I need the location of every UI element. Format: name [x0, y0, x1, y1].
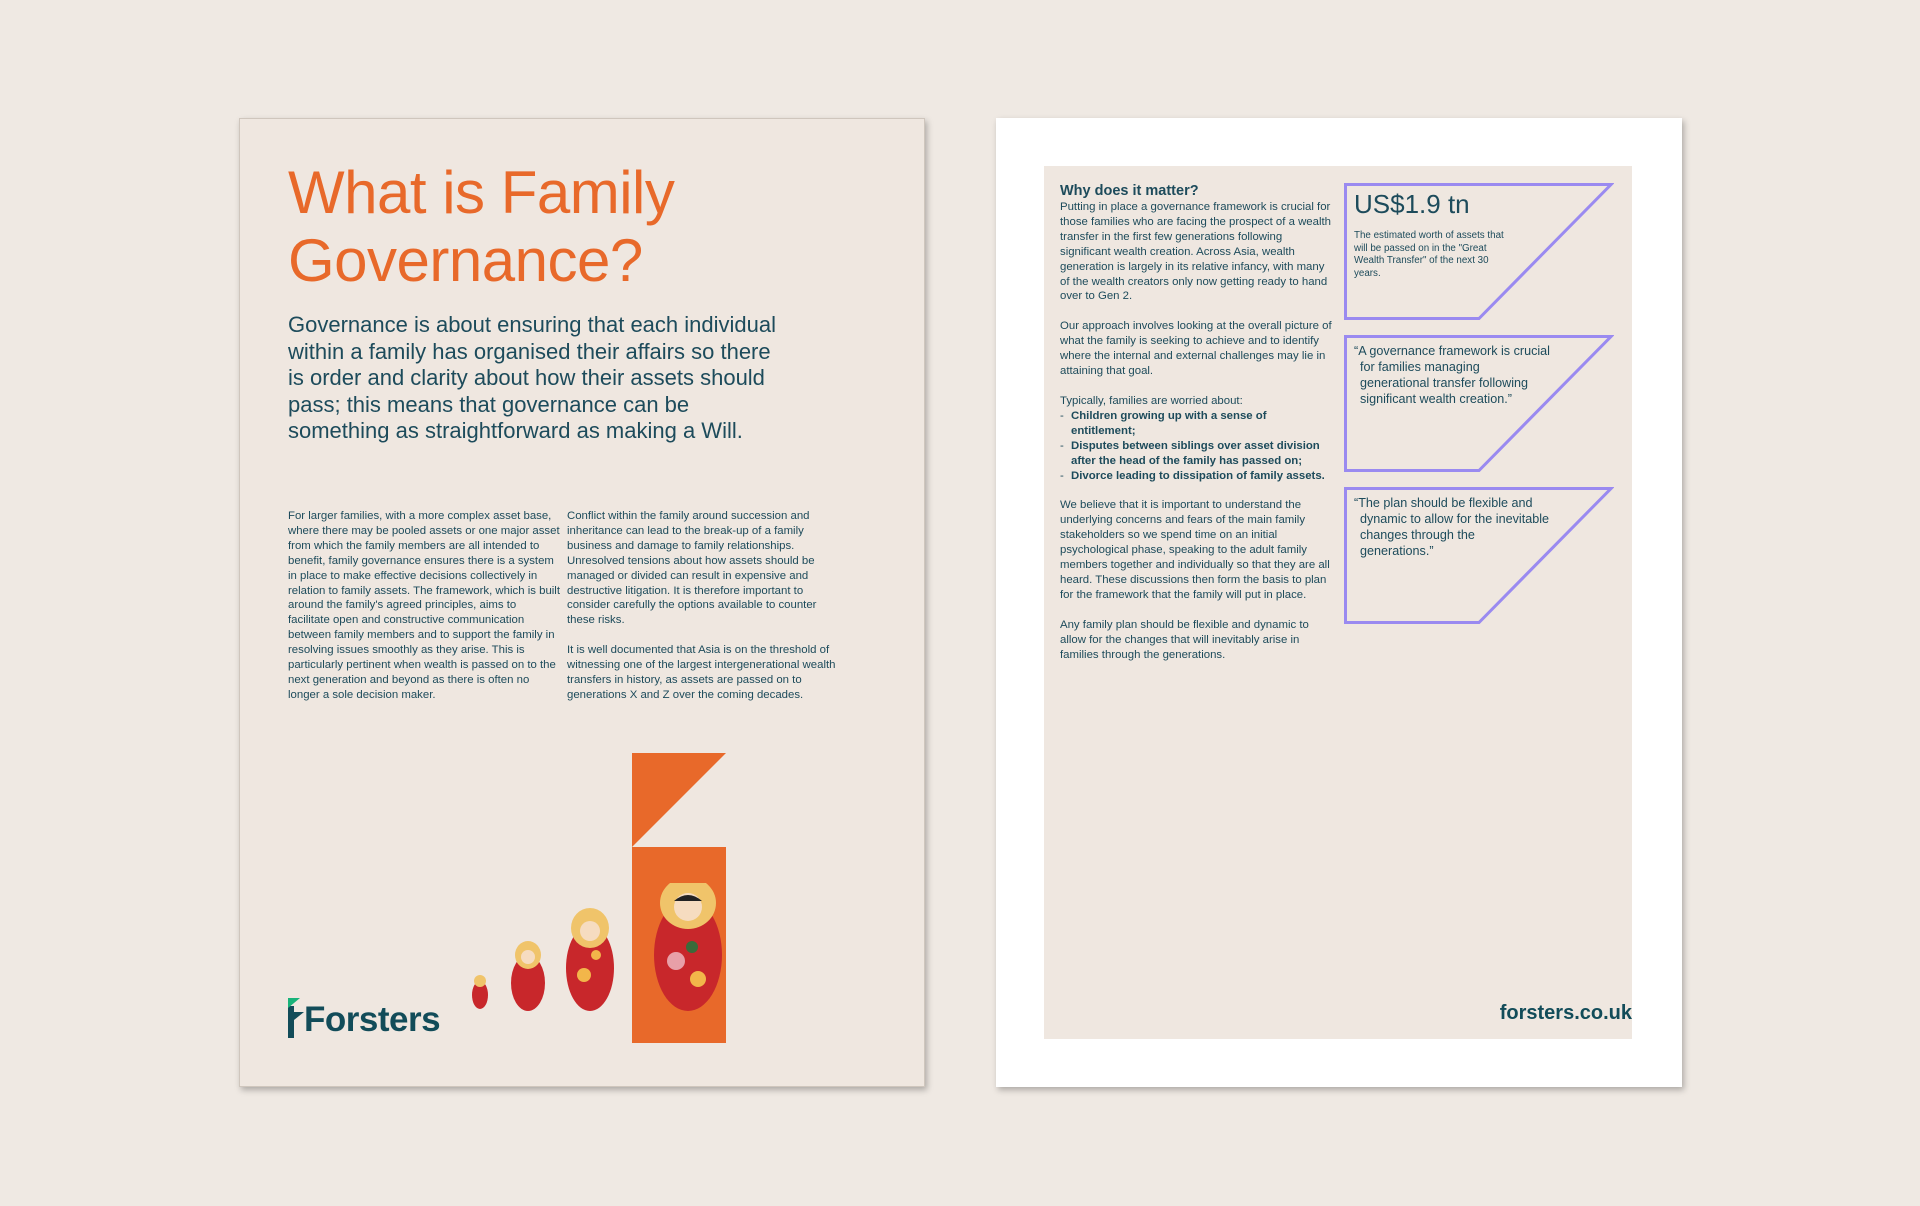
section-heading: Why does it matter?	[1060, 183, 1199, 199]
quote-callout-2	[1344, 487, 1614, 624]
paragraph-2: Our approach involves looking at the overall picture of what the family is seeking to achieve and to identify where the internal and external challenges may lie in attaining that goal.	[1060, 320, 1332, 378]
body-column-2	[567, 509, 839, 718]
content-panel	[1044, 166, 1632, 1039]
col2-paragraph-2: It is well documented that Asia is on the threshold of witnessing one of the largest intergenerational wealth transfers in history, as assets are passed on to generations X and Z over the coming decades.	[567, 644, 836, 701]
stat-value: US$1.9 tn	[1354, 189, 1470, 219]
title-line-2: Governance?	[288, 227, 643, 294]
paragraph-1: Putting in place a governance framework is crucial for those families who are facing the prospect of a wealth transfer in the first few generations following significant wealth creation. Across Asia, wealth generation is largely in its relative infancy, with many of the wealth creators only now getting ready to hand over to Gen 2.	[1060, 201, 1331, 303]
paragraph-3: We believe that it is important to understand the underlying concerns and fears of the main family stakeholders so we spend time on an initial psychological phase, speaking to the adult family members together and individually so that they are all heard. These discussions then form the basis to plan for the framework that the family will put in place.	[1060, 499, 1330, 601]
worries-list	[1060, 409, 1332, 484]
paragraph-4: Any family plan should be flexible and dynamic to allow for the changes that will inevitably arise in families through the generations.	[1060, 618, 1309, 661]
title-line-1: What is Family	[288, 159, 675, 226]
list-intro: Typically, families are worried about:	[1060, 394, 1243, 407]
stat-callout	[1344, 183, 1614, 320]
quote-callout-1	[1344, 335, 1614, 472]
logo-wordmark: Forsters	[304, 1000, 441, 1039]
quote-text: “A governance framework is crucial for families managing generational transfer following significant wealth creation.”	[1354, 344, 1550, 406]
list-item: - Disputes between siblings over asset division after the head of the family has passed on;	[1060, 439, 1332, 469]
page-title	[288, 159, 674, 295]
list-item: - Children growing up with a sense of entitlement;	[1060, 409, 1332, 439]
forsters-logo	[288, 997, 468, 1045]
doll-figures	[468, 883, 728, 1013]
quote-text: “The plan should be flexible and dynamic to allow for the inevitable changes through the generations.”	[1354, 496, 1550, 558]
list-item: - Divorce leading to dissipation of family assets.	[1060, 469, 1332, 484]
left-page	[239, 118, 925, 1087]
body-column-1	[288, 509, 560, 718]
main-text	[1060, 182, 1332, 677]
lead-paragraph: Governance is about ensuring that each individual within a family has organised their affairs so there is order and clarity about how their assets should pass; this means that governance can be something as straightforward as making a Will.	[288, 312, 776, 443]
stat-caption: The estimated worth of assets that will be passed on in the "Great Wealth Transfer" of the next 30 years.	[1354, 230, 1504, 279]
logo-mark-icon	[288, 998, 304, 1038]
col2-paragraph-1: Conflict within the family around succession and inheritance can lead to the break-up of a family business and damage to family relationships. Unresolved tensions about how assets should be managed or divided can result in expensive and destructive litigation. It is therefore important to consider carefully the options available to counter these risks.	[567, 510, 817, 627]
col1-paragraph-1: For larger families, with a more complex asset base, where there may be pooled assets or one major asset from which the family members are all intended to benefit, family governance ensures there is a system in place to make effective decisions collectively in relation to family assets. The framework, which is built around the family's agreed principles, aims to facilitate open and constructive communication between family members and to support the family in resolving issues smoothly as they arise. This is particularly pertinent when wealth is passed on to the next generation and beyond as there is often no longer a sole decision maker.	[288, 510, 561, 701]
website-url[interactable]: forsters.co.uk	[1499, 1002, 1632, 1024]
right-page	[996, 118, 1682, 1087]
